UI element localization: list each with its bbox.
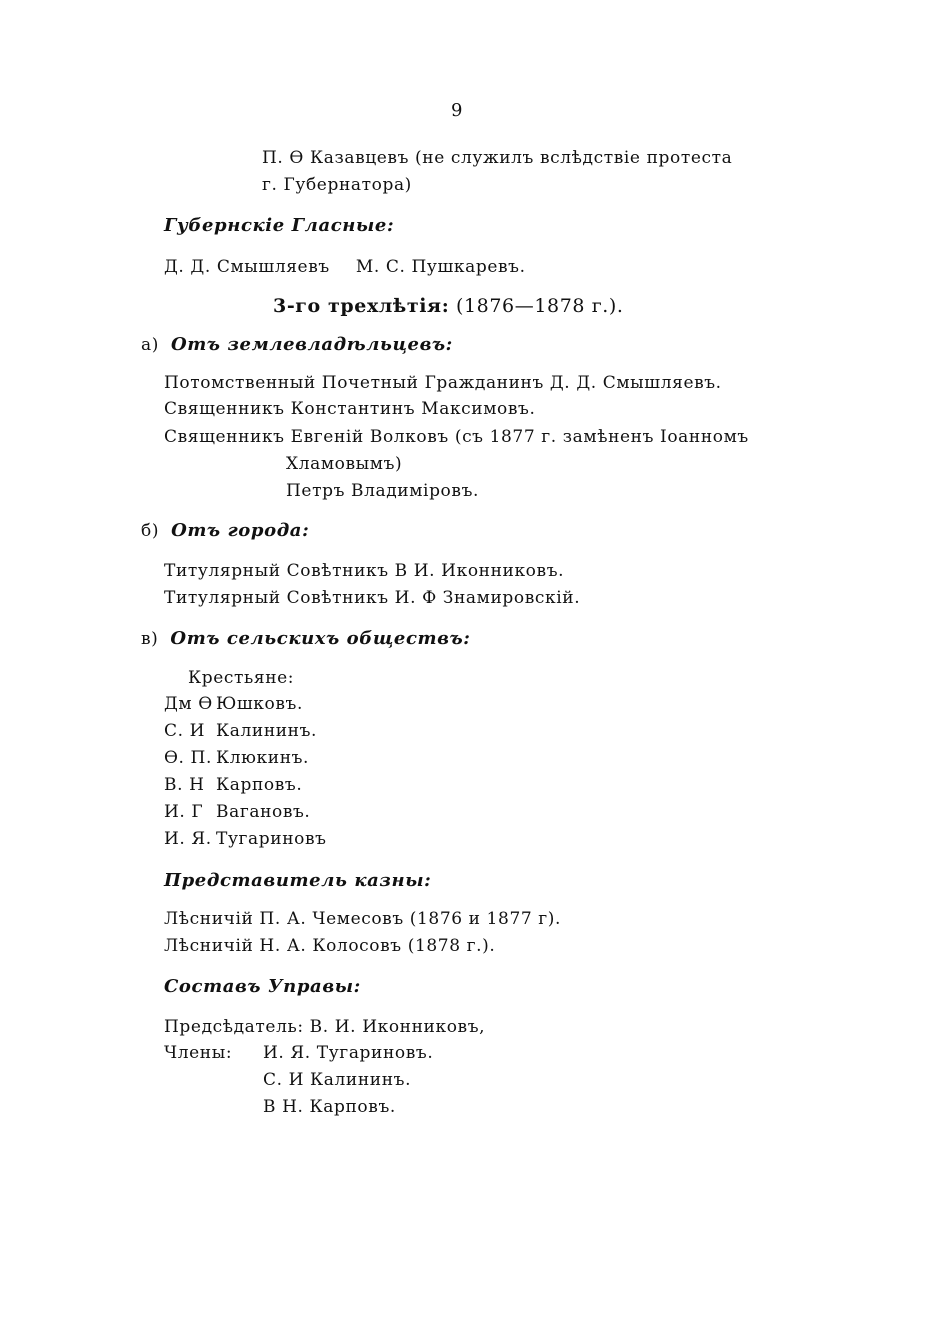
intro-line-1: П. Ѳ Казавцевъ (не служилъ вслѣдствіе протеста xyxy=(262,148,733,168)
section-v-header xyxy=(141,628,471,650)
section-b-line-2: Титулярный Совѣтникъ И. Ф Знамировскій. xyxy=(164,588,581,608)
page-number: 9 xyxy=(451,100,464,121)
gubernskie-names xyxy=(164,256,526,278)
treasury-line-2: Лѣсничій Н. А. Колосовъ (1878 г.). xyxy=(164,936,496,956)
treasury-heading: Представитель казны: xyxy=(164,870,432,891)
peasant-surname: Юшковъ. xyxy=(216,694,303,714)
peasant-surname: Карповъ. xyxy=(216,775,303,795)
peasant-initials: Дм Ѳ xyxy=(164,694,213,714)
trekhletie-title-years: (1876—1878 г.). xyxy=(455,295,624,317)
peasant-row xyxy=(164,828,327,850)
gubernskie-heading: Губернскіе Гласные: xyxy=(164,215,395,236)
trekhletie-title-bold: 3-го трехлѣтія: xyxy=(273,295,450,317)
section-a-heading: Отъ землевладѣльцевъ: xyxy=(170,334,453,355)
peasant-row xyxy=(164,747,309,769)
peasant-initials: И. Г xyxy=(164,802,204,822)
trekhletie-title xyxy=(273,295,624,317)
uprava-heading: Составъ Управы: xyxy=(164,976,361,997)
peasant-row xyxy=(164,693,303,715)
gubernskie-name-2: М. С. Пушкаревъ. xyxy=(355,257,526,277)
section-v-marker: в) xyxy=(141,629,159,649)
section-b-header xyxy=(141,520,309,542)
uprava-member: И. Я. Тугариновъ. xyxy=(263,1043,434,1063)
peasant-surname: Тугариновъ xyxy=(216,829,327,849)
section-v-heading: Отъ сельскихъ обществъ: xyxy=(170,628,471,649)
peasant-surname: Клюкинъ. xyxy=(216,748,310,768)
peasant-row xyxy=(164,774,302,796)
uprava-chairman: Предсѣдатель: В. И. Иконниковъ, xyxy=(164,1017,486,1037)
section-b-marker: б) xyxy=(141,521,160,541)
peasant-surname: Калининъ. xyxy=(216,721,318,741)
peasant-surname: Вагановъ. xyxy=(216,802,311,822)
section-a-line-3: Священникъ Евгеній Волковъ (съ 1877 г. замѣненъ Іоанномъ xyxy=(164,427,749,447)
section-a-line-4: Хламовымъ) xyxy=(286,454,403,474)
section-v-subheading: Крестьяне: xyxy=(188,668,295,688)
treasury-line-1: Лѣсничій П. А. Чемесовъ (1876 и 1877 г). xyxy=(164,909,562,929)
gubernskie-name-1: Д. Д. Смышляевъ xyxy=(164,257,330,277)
section-b-heading: Отъ города: xyxy=(171,520,310,541)
section-a-line-2: Священникъ Константинъ Максимовъ. xyxy=(164,399,536,419)
section-a-line-1: Потомственный Почетный Гражданинъ Д. Д. Смышляевъ. xyxy=(164,373,722,393)
intro-line-2: г. Губернатора) xyxy=(262,175,412,195)
peasant-row xyxy=(164,801,310,823)
uprava-members-label: Члены: xyxy=(164,1043,233,1063)
peasant-row xyxy=(164,720,317,742)
peasant-initials: Ѳ. П. xyxy=(164,748,212,768)
section-a-line-5: Петръ Владиміровъ. xyxy=(286,481,479,501)
uprava-member: В Н. Карповъ. xyxy=(263,1097,396,1117)
peasant-initials: В. Н xyxy=(164,775,205,795)
section-a-marker: а) xyxy=(141,335,159,355)
peasant-initials: С. И xyxy=(164,721,206,741)
peasant-initials: И. Я. xyxy=(164,829,212,849)
section-b-line-1: Титулярный Совѣтникъ В И. Иконниковъ. xyxy=(164,561,565,581)
uprava-member: С. И Калининъ. xyxy=(263,1070,412,1090)
section-a-header xyxy=(141,334,453,356)
